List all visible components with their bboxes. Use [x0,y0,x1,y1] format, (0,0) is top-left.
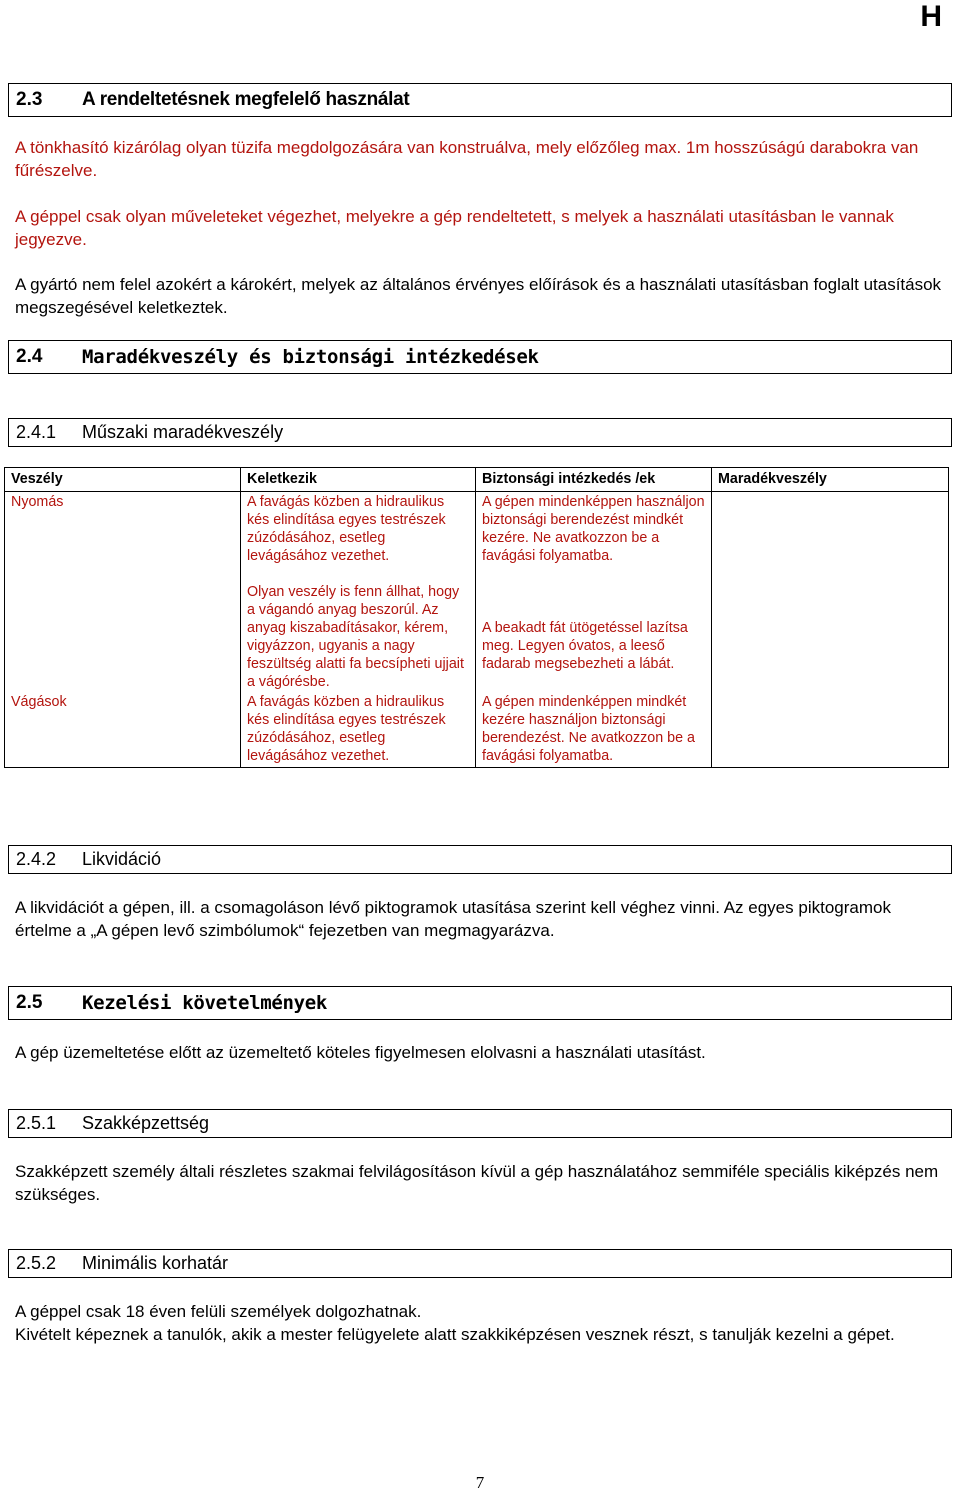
language-mark: H [920,0,942,33]
paragraph-liability: A gyártó nem felel azokért a károkért, melyek az általános érvényes előírások és a használati utasításban foglalt utasítások megszegésével keletkeztek. [15,275,942,317]
measures-cell [476,492,712,693]
section-title: Minimális korhatár [82,1253,229,1273]
risk-table [4,467,949,768]
header-hazard: Veszély [5,468,241,492]
paragraph-exceptions: Kivételt képeznek a tanulók, akik a mester felügyelete alatt szakkiképzésen vesznek részt, s tanulják kezelni a gépet. [15,1325,895,1344]
header-measures: Biztonsági intézkedés /ek [476,468,712,492]
page-number: 7 [475,1473,485,1492]
section-number: 2.5.2 [16,1253,57,1273]
table-row [5,492,949,693]
section-heading-2-5-2 [8,1249,952,1278]
residual-cell [712,492,949,693]
cause-cell [241,492,476,693]
paragraph-operation-requirements: A gép üzemeltetése előtt az üzemeltető köteles figyelmesen elolvasni a használati utasítást. [15,1043,706,1062]
section-heading-2-4-2 [8,845,952,874]
hazard-cell: Nyomás [5,492,241,693]
section-number: 2.4 [16,346,43,367]
section-number: 2.5 [16,992,43,1013]
header-residual: Maradékveszély [712,468,949,492]
section-title: Szakképzettség [82,1113,210,1133]
measure-text: A gépen mindenképpen használjon biztonsági berendezést mindkét kezére. Ne avatkozzon be a favágási folyamatba. [482,494,705,564]
paragraph-age-limit: A géppel csak 18 éven felüli személyek dolgozhatnak. [15,1302,422,1321]
section-number: 2.4.2 [16,849,57,869]
section-title: Műszaki maradékveszély [82,422,284,442]
residual-cell [712,692,949,768]
section-title: Kezelési követelmények [82,992,328,1014]
section-number: 2.3 [16,89,43,110]
section-title: Likvidáció [82,849,162,869]
measure-text: A beakadt fát ütögetéssel lazítsa meg. Legyen óvatos, a leeső fadarab megsebezheti a lábát. [482,620,688,672]
paragraph-disposal: A likvidációt a gépen, ill. a csomagoláson lévő piktogramok utasítása szerint kell véghez vinni. Az egyes piktogramok értelme a „A gépen levő szimbólumok“ fejezetben van megmagyarázva. [15,898,891,940]
cause-text: Olyan veszély is fenn állhat, hogy a vágandó anyag beszorúl. Az anyag kiszabadításakor, kérem, vigyázzon, ugyanis a nagy feszültség alatti fa becsípheti ujjait a vágórésbe. [247,584,464,690]
table-row [5,692,949,768]
cause-cell: A favágás közben a hidraulikus kés elindítása egyes testrészek zúzódásához, esetleg levágásához vezethet. [241,692,476,768]
section-heading-2-5-1 [8,1109,952,1138]
section-number: 2.5.1 [16,1113,57,1133]
hazard-cell: Vágások [5,692,241,768]
table-header-row [5,468,949,492]
header-cause: Keletkezik [241,468,476,492]
section-title: A rendeltetésnek megfelelő használat [82,89,410,110]
section-number: 2.4.1 [16,422,57,442]
paragraph-operations: A géppel csak olyan műveleteket végezhet, melyekre a gép rendeltetett, s melyek a használati utasításban le vannak jegyezve. [15,207,894,249]
section-heading-2-4 [8,340,952,374]
section-heading-2-4-1 [8,418,952,447]
section-heading-2-3 [8,83,952,117]
paragraph-qualification: Szakképzett személy általi részletes szakmai felvilágosításon kívül a gép használatához semmiféle speciális kiképzés nem szükséges. [15,1162,939,1204]
measures-cell: A gépen mindenképpen mindkét kezére használjon biztonsági berendezést. Ne avatkozzon be a favágási folyamatba. [476,692,712,768]
section-heading-2-5 [8,986,952,1020]
section-title: Maradékveszély és biztonsági intézkedések [82,346,539,368]
cause-text: A favágás közben a hidraulikus kés elindítása egyes testrészek zúzódásához, esetleg levágásához vezethet. [247,494,446,564]
paragraph-intended-use: A tönkhasító kizárólag olyan tüzifa megdolgozására van konstruálva, mely előzőleg max. 1m hosszúságú darabokra van fűrészelve. [15,138,919,180]
